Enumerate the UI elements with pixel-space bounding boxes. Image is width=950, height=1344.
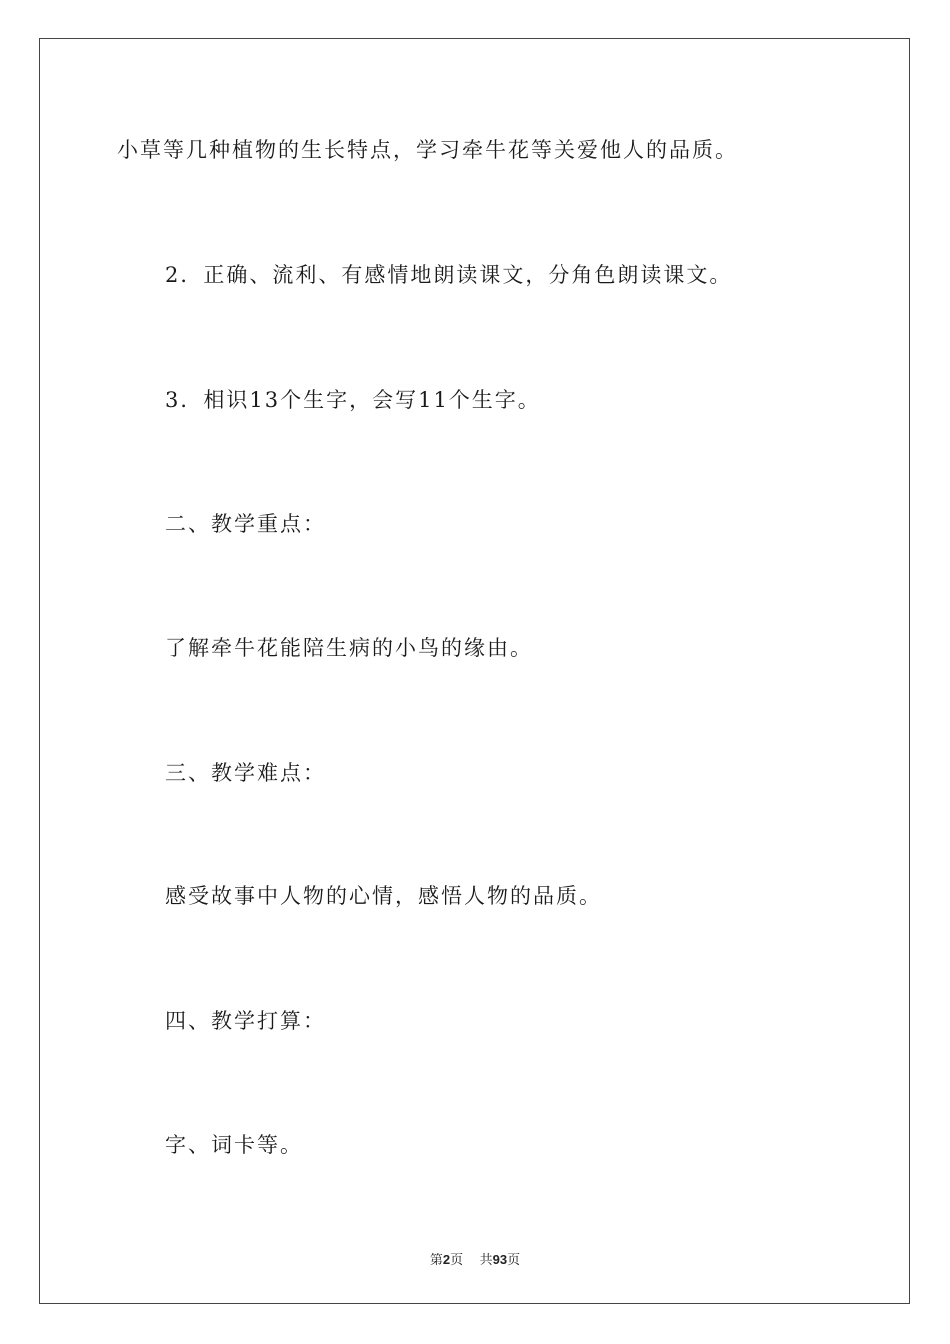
paragraph-line-2: 2．正确、流利、有感情地朗读课文，分角色朗读课文。: [165, 263, 733, 287]
paragraph-line-1: 小草等几种植物的生长特点，学习牵牛花等关爱他人的品质。: [117, 138, 738, 162]
section-heading-key-points: 二、教学重点：: [165, 512, 326, 536]
footer-page-number: 2: [442, 1252, 451, 1267]
paragraph-line-7: 感受故事中人物的心情，感悟人物的品质。: [165, 884, 602, 908]
paragraph-line-9: 字、词卡等。: [165, 1133, 303, 1157]
paragraph-line-3: 3．相识13个生字，会写11个生字。: [165, 388, 541, 412]
section-heading-difficulties: 三、教学难点：: [165, 761, 326, 785]
page-footer: [0, 1249, 950, 1268]
page-frame: [39, 38, 910, 1304]
footer-total-prefix: 共: [479, 1253, 493, 1268]
paragraph-line-5: 了解牵牛花能陪生病的小鸟的缘由。: [165, 636, 533, 660]
footer-page-prefix: 第: [429, 1253, 443, 1268]
footer-total-pages: 93: [492, 1252, 508, 1267]
footer-page-suffix: 页: [450, 1253, 464, 1268]
section-heading-preparation: 四、教学打算：: [165, 1009, 326, 1033]
footer-total-suffix: 页: [507, 1253, 521, 1268]
